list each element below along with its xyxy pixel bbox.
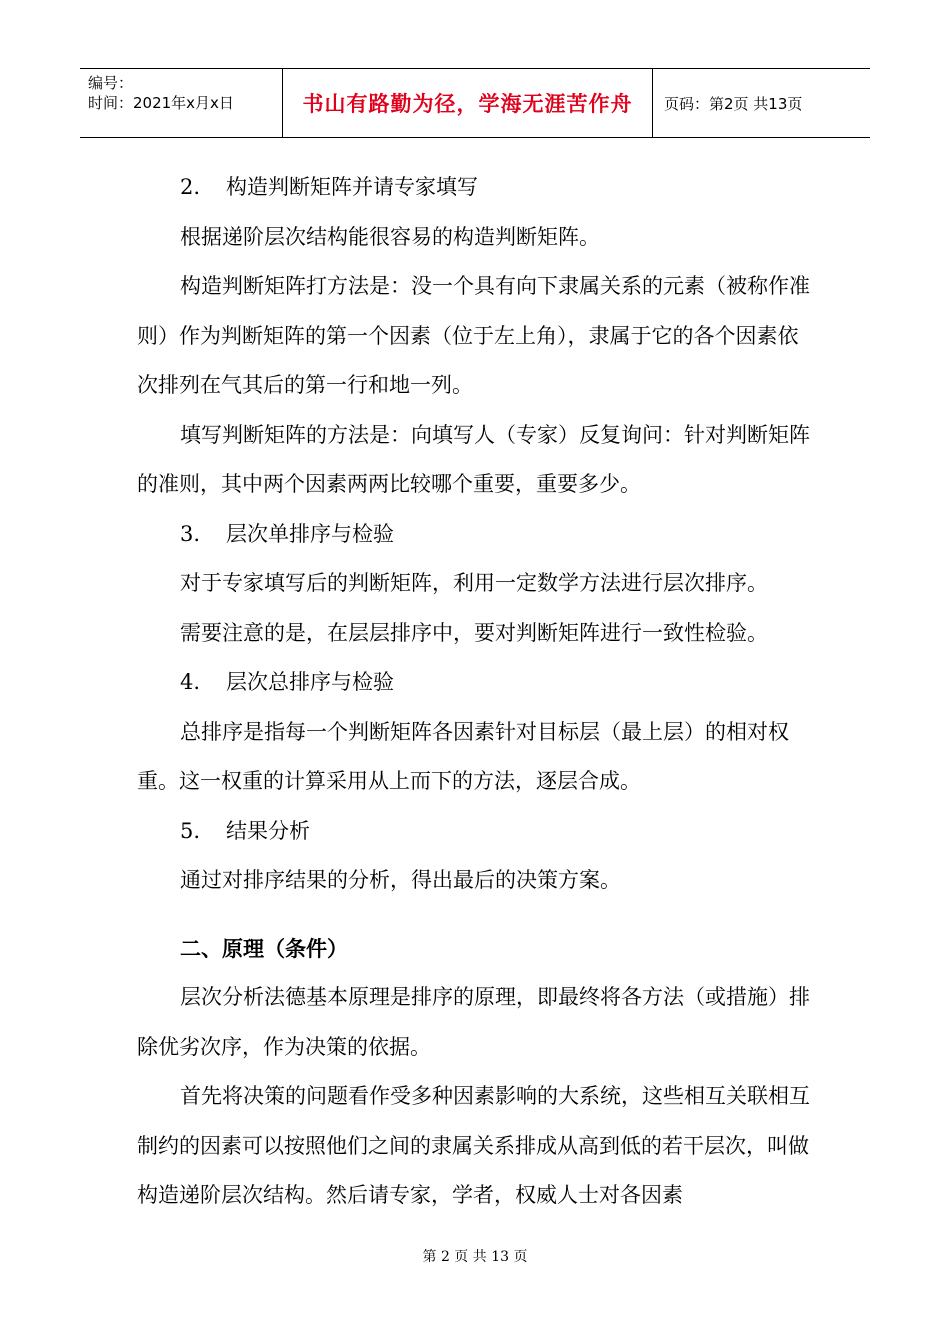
section-title: 层次总排序与检验	[226, 670, 394, 694]
section-5-heading	[137, 807, 817, 857]
section-3-heading	[137, 510, 817, 560]
paragraph: 总排序是指每一个判断矩阵各因素针对目标层（最上层）的相对权重。这一权重的计算采用从上而下的方法，逐层合成。	[137, 719, 789, 793]
paragraph: 需要注意的是，在层层排序中，要对判断矩阵进行一致性检验。	[180, 620, 768, 645]
section-number: 2.	[180, 175, 201, 199]
paragraph: 构造判断矩阵打方法是：没一个具有向下隶属关系的元素（被称作准则）作为判断矩阵的第一个因素（位于左上角），隶属于它的各个因素依次排列在气其后的第一行和地一列。	[137, 274, 810, 397]
section-title: 结果分析	[226, 818, 310, 843]
section-title: 构造判断矩阵并请专家填写	[226, 175, 478, 199]
serial-label: 编号：	[88, 74, 134, 92]
page-header	[80, 68, 870, 138]
section-number: 5.	[180, 818, 201, 843]
section-number: 4.	[180, 670, 201, 694]
paragraph: 根据递阶层次结构能很容易的构造判断矩阵。	[180, 224, 600, 249]
paragraph: 通过对排序结果的分析，得出最后的决策方案。	[180, 868, 621, 892]
page-footer: 第 2 页 共 13 页	[422, 1249, 528, 1265]
paragraph: 对于专家填写后的判断矩阵，利用一定数学方法进行层次排序。	[180, 571, 768, 595]
section-title: 层次单排序与检验	[226, 521, 394, 546]
paragraph: 层次分析法德基本原理是排序的原理，即最终将各方法（或措施）排除优劣次序，作为决策的依据。	[137, 985, 810, 1059]
section-4-heading	[137, 658, 817, 708]
paragraph: 填写判断矩阵的方法是：向填写人（专家）反复询问：针对判断矩阵的准则，其中两个因素两两比较哪个重要，重要多少。	[137, 422, 810, 496]
paragraph: 首先将决策的问题看作受多种因素影响的大系统，这些相互关联相互制约的因素可以按照他们之间的隶属关系排成从高到低的若干层次，叫做构造递阶层次结构。然后请专家，学者，权威人士对各因素	[137, 1084, 810, 1207]
section-2-heading	[137, 163, 817, 213]
header-motto: 书山有路勤为径，学海无涯苦作舟	[283, 69, 653, 137]
header-page-code: 页码：第2页 共13页	[664, 94, 803, 113]
section-number: 3.	[180, 521, 201, 546]
time-label: 时间：2021年x月x日	[88, 94, 234, 112]
chapter-heading: 二、原理（条件）	[180, 935, 348, 961]
document-body	[137, 163, 817, 1221]
header-left-cell	[80, 69, 283, 137]
